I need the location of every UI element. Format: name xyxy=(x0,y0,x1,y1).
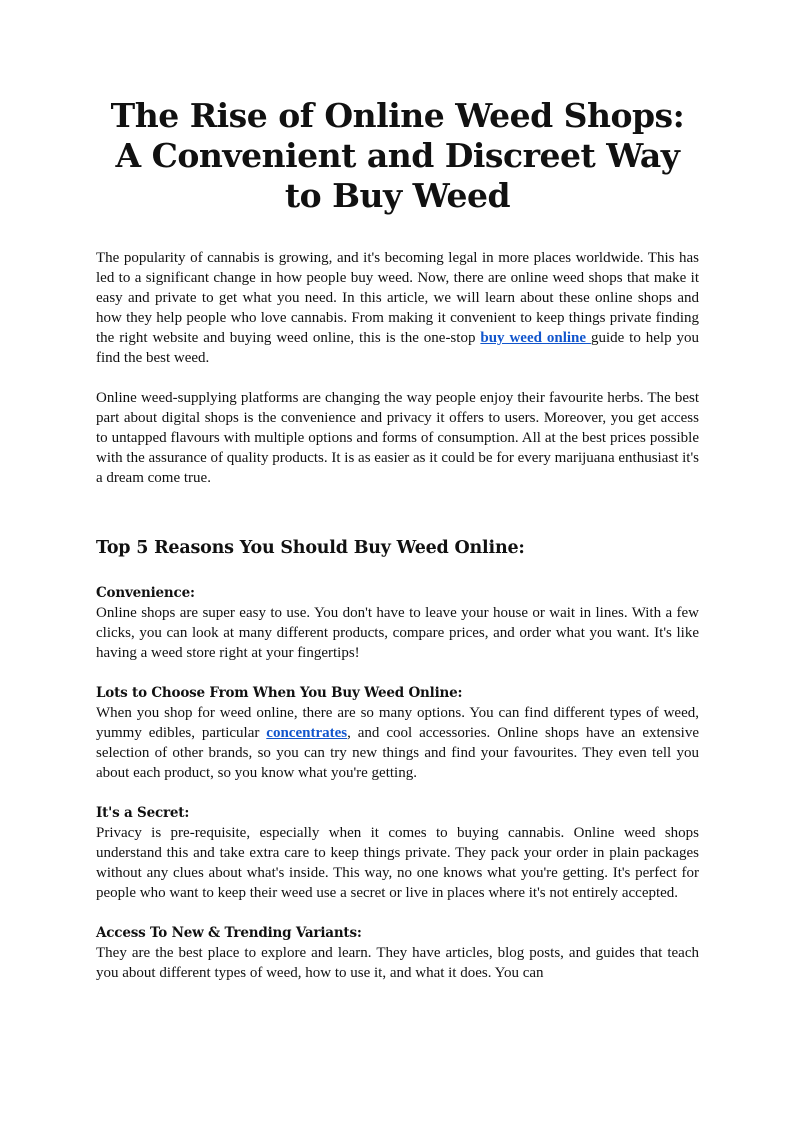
intro-paragraph xyxy=(96,248,699,368)
buy-weed-online-link[interactable]: buy weed online xyxy=(480,330,591,346)
choices-heading: Lots to Choose From When You Buy Weed Online: xyxy=(96,685,463,701)
second-paragraph: Online weed-supplying platforms are changing the way people enjoy their favourite herbs. The best part about digital shops is the convenience and privacy it offers to users. Moreover, you get access to untapped flavours with multiple options and forms of consumption. All at the best prices possible with the assurance of quality products. It is as easier as it could be for every marijuana enthusiast it's a dream come true. xyxy=(96,390,699,486)
article-title: The Rise of Online Weed Shops: A Convenient and Discreet Way to Buy Weed xyxy=(110,96,685,215)
intro-text-after: guide to help you find the best weed. xyxy=(96,330,699,366)
variants-heading: Access To New & Trending Variants: xyxy=(96,925,362,941)
choices-text-after: , and cool accessories. Online shops have an extensive selection of other brands, so you can try new things and find your favourites. They even tell you about each product, so you know what you're getting. xyxy=(96,725,699,781)
choices-text xyxy=(96,703,699,783)
document-page xyxy=(96,96,699,983)
secret-heading: It's a Secret: xyxy=(96,805,190,821)
choices-text-before: When you shop for weed online, there are so many options. You can find different types of weed, yummy edibles, particular xyxy=(96,705,699,741)
convenience-text: Online shops are super easy to use. You don't have to leave your house or wait in lines. With a few clicks, you can look at many different products, compare prices, and order what you want. It's like having a weed store right at your fingertips! xyxy=(96,605,699,661)
concentrates-link[interactable]: concentrates xyxy=(266,725,348,741)
reasons-heading: Top 5 Reasons You Should Buy Weed Online: xyxy=(96,538,525,558)
convenience-heading: Convenience: xyxy=(96,585,195,601)
intro-text-before: The popularity of cannabis is growing, and it's becoming legal in more places worldwide. This has led to a significant change in how people buy weed. Now, there are online weed shops that make it easy and private to get what you need. In this article, we will learn about these online shops and how they help people who love cannabis. From making it convenient to keep things private finding the right website and buying weed online, this is the one-stop xyxy=(96,250,699,346)
secret-text: Privacy is pre-requisite, especially when it comes to buying cannabis. Online weed shops understand this and take extra care to keep things private. They pack your order in plain packages without any clues about what's inside. This way, no one knows what you're getting. It's perfect for people who want to keep their weed use a secret or live in places where it's not entirely accepted. xyxy=(96,825,699,901)
variants-text: They are the best place to explore and learn. They have articles, blog posts, and guides that teach you about different types of weed, how to use it, and what it does. You can xyxy=(96,945,699,981)
